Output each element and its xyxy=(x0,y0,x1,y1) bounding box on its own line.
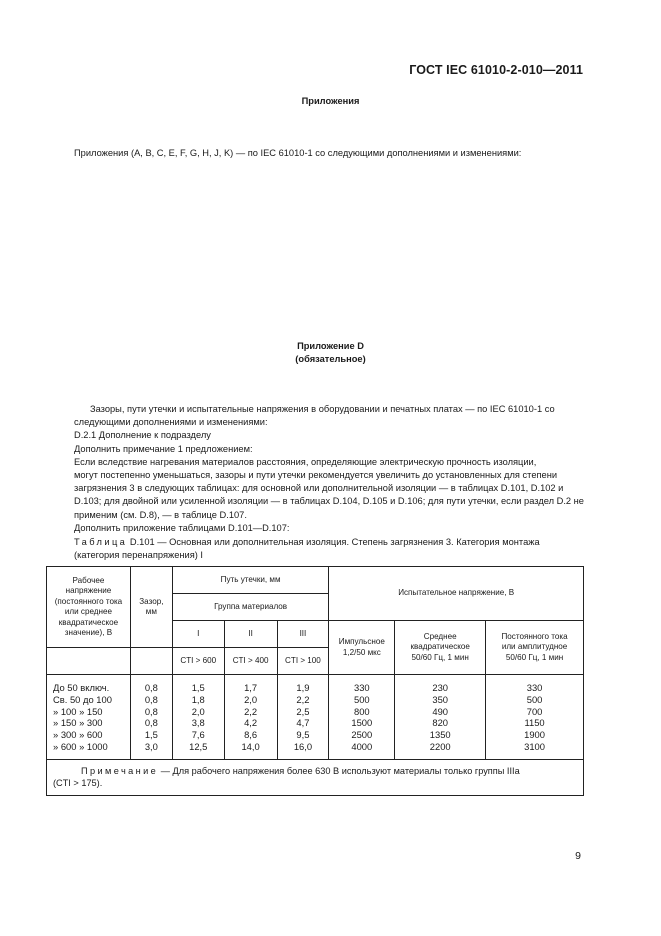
col-clearance: 0,8 0,8 0,8 0,8 1,5 3,0 xyxy=(130,675,172,760)
header-impulse: Импульсное 1,2/50 мкс xyxy=(329,621,395,675)
paragraph-line: следующими дополнениями и изменениями: xyxy=(74,417,268,428)
col-voltage: До 50 включ. Св. 50 до 100 » 100 » 150 » 150 » 300 » 300 » 600 » 600 » 1000 xyxy=(47,675,131,760)
paragraph-line: D.2.1 Дополнение к подразделу xyxy=(74,430,211,441)
table-caption xyxy=(74,536,582,562)
note-text: — Для рабочего напряжения более 630 В используют материалы только группы IIIa xyxy=(160,765,520,776)
header-cti-3: CTI > 100 xyxy=(277,648,329,675)
caption-label: Таблица xyxy=(74,537,128,547)
annexes-title: Приложения xyxy=(301,96,360,106)
header-test-voltage: Испытательное напряжение, В xyxy=(329,567,584,621)
note-text-2: (CTI > 175). xyxy=(53,778,103,789)
table-note xyxy=(47,759,584,795)
paragraph-line: Дополнить приложение таблицами D.101—D.107: xyxy=(74,522,290,533)
caption-text-2: (категория перенапряжения) I xyxy=(74,550,203,560)
header-cti-clearance xyxy=(130,648,172,675)
col-rms: 230 350 490 820 1350 2200 xyxy=(395,675,486,760)
header-cti-label xyxy=(47,648,131,675)
paragraph-line: могут постепенно уменьшаться, зазоры и пути утечки рекомендуется увеличить до установленных для степени xyxy=(74,470,558,481)
header-creepage: Путь утечки, мм xyxy=(172,567,329,594)
paragraph-line: применим (см. D.8), — в таблице D.107. xyxy=(74,509,247,520)
header-material-group: Группа материалов xyxy=(172,594,329,621)
header-cti-2: CTI > 400 xyxy=(224,648,277,675)
paragraph-line: D.103; для двойной или усиленной изоляции — в таблицах D.104, D.105 и D.106; для пути утечки, если раздел D.2 не xyxy=(74,496,584,507)
header-clearance: Зазор, мм xyxy=(130,567,172,648)
header-group-1: I xyxy=(172,621,224,648)
standard-header: ГОСТ IEC 61010-2-010—2011 xyxy=(409,63,583,77)
header-working-voltage: Рабочее напряжение (постоянного тока или среднее квадратическое значение), В xyxy=(47,567,131,648)
col-group-2: 1,7 2,0 2,2 4,2 8,6 14,0 xyxy=(224,675,277,760)
header-cti-1: CTI > 600 xyxy=(172,648,224,675)
clearance-table xyxy=(46,566,584,796)
caption-text: D.101 — Основная или дополнительная изоляция. Степень загрязнения 3. Категория монтажа xyxy=(129,537,540,547)
annex-d-status: (обязательное) xyxy=(295,354,366,364)
paragraph-line: Зазоры, пути утечки и испытательные напряжения в оборудовании и печатных платах — по IEC 61010-1 со xyxy=(90,404,555,414)
col-dc: 330 500 700 1150 1900 3100 xyxy=(486,675,584,760)
annex-d-title: Приложение D xyxy=(297,341,364,351)
col-impulse: 330 500 800 1500 2500 4000 xyxy=(329,675,395,760)
annex-d-body xyxy=(74,403,582,535)
header-dc: Постоянного тока или амплитудное 50/60 Гц, 1 мин xyxy=(486,621,584,675)
header-group-3: III xyxy=(277,621,329,648)
header-rms: Среднее квадратическое 50/60 Гц, 1 мин xyxy=(395,621,486,675)
paragraph-line: загрязнения 3 в следующих таблицах: для основной или дополнительной изоляции — в таблицах D.101, D.102 и xyxy=(74,483,564,494)
paragraph-line: Если вследствие нагревания материалов расстояния, определяющие электрическую прочность изоляции, xyxy=(74,456,537,467)
col-group-1: 1,5 1,8 2,0 3,8 7,6 12,5 xyxy=(172,675,224,760)
col-group-3: 1,9 2,2 2,5 4,7 9,5 16,0 xyxy=(277,675,329,760)
page-number: 9 xyxy=(575,850,581,862)
header-group-2: II xyxy=(224,621,277,648)
note-label: Примечание xyxy=(81,765,159,776)
annexes-text: Приложения (A, B, C, E, F, G, H, J, K) — по IEC 61010-1 со следующими дополнениями и изменениями: xyxy=(74,148,522,158)
table-data-block xyxy=(47,675,584,760)
paragraph-line: Дополнить примечание 1 предложением: xyxy=(74,443,253,454)
